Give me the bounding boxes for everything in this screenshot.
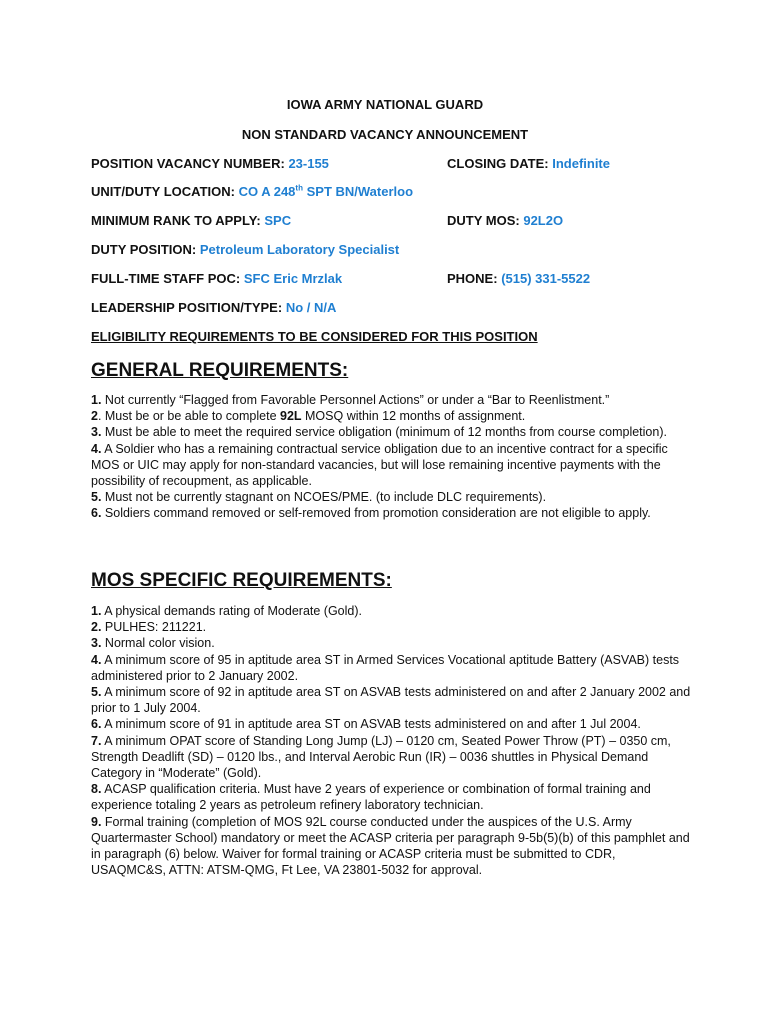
list-item [91,814,691,879]
staff-poc [91,271,342,286]
unit-value-pre: CO A 248 [238,184,296,199]
item-number: 4. [91,652,102,667]
list-item [91,652,691,684]
item-text: . Must be or be able to complete [97,409,280,424]
item-number: 2 [91,409,98,424]
item-text: Must be able to meet the required service obligation (minimum of 12 months from course completion). [101,425,667,440]
item-bold-text: 92L [280,409,302,424]
item-text: Soldiers command removed or self-removed from promotion consideration are not eligible to apply. [101,506,651,521]
item-text-tail: MOSQ within 12 months of assignment. [301,409,526,424]
leadership-value: No / N/A [285,300,337,315]
list-item [91,603,691,619]
announcement-title: NON STANDARD VACANCY ANNOUNCEMENT [241,127,529,142]
item-text: ACASP qualification criteria. Must have 2 years of experience or combination of formal training and experience totaling 2 years as petroleum refinery laboratory technician. [91,782,651,813]
item-number: 5. [91,490,102,505]
general-requirements-heading: GENERAL REQUIREMENTS: [91,360,349,381]
mos-value: 92L2O [523,213,564,228]
unit-value-post: SPT BN/Waterloo [302,184,414,199]
rank-label: MINIMUM RANK TO APPLY: [91,213,261,228]
item-number: 3. [91,636,102,651]
poc-value: SFC Eric Mrzlak [243,271,343,286]
list-item [91,392,691,408]
org-title: IOWA ARMY NATIONAL GUARD [286,97,484,112]
item-text: Must not be currently stagnant on NCOES/PME. (to include DLC requirements). [101,490,547,505]
pvn-value: 23-155 [288,156,329,171]
list-item [91,441,691,490]
list-item [91,619,691,635]
mos-label: DUTY MOS: [447,213,520,228]
phone-value: (515) 331-5522 [501,271,591,286]
unit-label: UNIT/DUTY LOCATION: [91,184,235,199]
item-text: PULHES: 211221. [101,620,207,635]
item-text: A minimum score of 91 in aptitude area ST on ASVAB tests administered on and after 1 Jul 2004. [101,717,641,732]
unit-value [239,184,413,199]
position-vacancy-number [91,156,329,171]
closing-label: CLOSING DATE: [447,156,549,171]
closing-date [447,156,610,171]
mos-requirements-list [91,603,691,878]
closing-value: Indefinite [552,156,610,171]
general-requirements-list [91,392,691,522]
pvn-label: POSITION VACANCY NUMBER: [91,156,285,171]
duty-mos [447,213,563,228]
duty-position [91,242,399,257]
position-value: Petroleum Laboratory Specialist [199,242,400,257]
list-item [91,635,691,651]
item-number: 7. [91,733,102,748]
minimum-rank [91,213,291,228]
item-text: Normal color vision. [101,636,215,651]
item-number: 5. [91,685,102,700]
list-item [91,489,691,505]
item-number: 2. [91,620,102,635]
item-text: A Soldier who has a remaining contractual service obligation due to an incentive contract for a specific MOS or UIC may apply for non-standard vacancies, but will lose remaining incentive payments with the possibility of recoupment, as applicable. [91,441,668,489]
poc-label: FULL-TIME STAFF POC: [91,271,241,286]
position-label: DUTY POSITION: [91,242,197,257]
item-number: 9. [91,814,102,829]
item-number: 1. [91,604,102,618]
item-text: Formal training (completion of MOS 92L course conducted under the auspices of the U.S. Army Quartermaster School) mandatory or meet the ACASP criteria per paragraph 9-5b(5)(b) of this pamphlet and in paragraph (6) below. Waiver for formal training or ACASP criteria must be submitted to CDR, USAQMC&S, ATTN: ATSM-QMG, Ft Lee, VA 23801-5032 for approval. [91,814,690,878]
list-item [91,408,691,424]
mos-requirements-heading: MOS SPECIFIC REQUIREMENTS: [91,570,392,591]
list-item [91,716,691,732]
item-number: 1. [91,393,102,407]
phone-label: PHONE: [447,271,498,286]
phone [447,271,590,286]
item-text: A minimum score of 95 in aptitude area ST in Armed Services Vocational aptitude Battery (ASVAB) tests administered prior to 2 January 2002. [91,652,680,683]
list-item [91,424,691,440]
item-number: 8. [91,782,102,797]
rank-value: SPC [264,213,292,228]
unit-duty-location [91,184,413,199]
leadership-label: LEADERSHIP POSITION/TYPE: [91,300,283,315]
item-text: A physical demands rating of Moderate (Gold). [101,604,362,618]
list-item [91,505,691,521]
list-item [91,684,691,716]
item-text: Not currently “Flagged from Favorable Personnel Actions” or under a “Bar to Reenlistment.” [101,393,610,407]
list-item [91,781,691,813]
item-number: 6. [91,506,102,521]
unit-value-sup: th [295,183,303,193]
item-text: A minimum score of 92 in aptitude area ST on ASVAB tests administered on and after 2 January 2002 and prior to 1 July 2004. [91,685,691,716]
item-number: 3. [91,425,102,440]
item-number: 4. [91,441,102,456]
item-text: A minimum OPAT score of Standing Long Jump (LJ) – 0120 cm, Seated Power Throw (PT) – 0350 cm, Strength Deadlift (SD) – 0120 lbs., and Interval Aerobic Run (IR) – 0036 shuttles in Physical Demand Category in “Moderate” (Gold). [91,733,671,781]
leadership-position [91,300,336,315]
eligibility-heading: ELIGIBILITY REQUIREMENTS TO BE CONSIDERED FOR THIS POSITION [91,329,538,344]
list-item [91,733,691,782]
item-number: 6. [91,717,102,732]
